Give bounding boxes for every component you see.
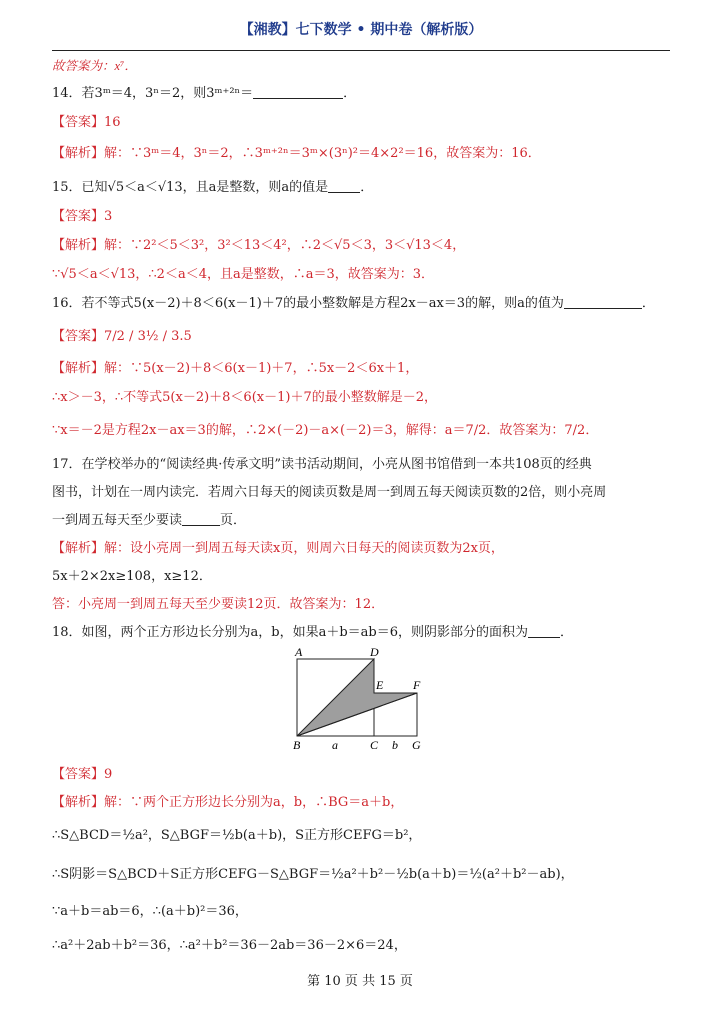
label-side-a: a bbox=[332, 738, 338, 752]
q17-text: 一到周五每天至少要读 bbox=[52, 513, 183, 528]
q15-analysis-2: ∵√5＜a＜√13，∴2＜a＜4，且a是整数，∴a＝3，故答案为：3． bbox=[52, 267, 435, 282]
line-0: 故答案为：x⁷． bbox=[52, 59, 137, 73]
q15-blank bbox=[328, 178, 360, 193]
q18-stem: 18．如图，两个正方形边长分别为a，b，如果a＋b＝ab＝6，则阴影部分的面积为 ． bbox=[52, 625, 574, 640]
q17-stem-1: 17．在学校举办的“阅读经典·传承文明”读书活动期间，小亮从图书馆借到一本共108页的经典 bbox=[52, 457, 592, 472]
label-c: C bbox=[370, 738, 379, 752]
page-header: 【湘教】七下数学 • 期中卷（解析版） bbox=[52, 16, 670, 51]
q16-analysis-1: 【解析】解：∵5(x－2)＋8＜6(x－1)＋7，∴5x－2＜6x＋1， bbox=[52, 361, 419, 376]
q17-stem-2: 图书，计划在一周内读完．若周六日每天的阅读页数是周一到周五每天阅读页数的2倍，则小亮周 bbox=[52, 485, 607, 500]
q18-answer: 【答案】9 bbox=[52, 767, 113, 782]
q17-stem-3 bbox=[52, 511, 680, 531]
q14-answer: 【答案】16 bbox=[52, 115, 121, 130]
label-g: G bbox=[412, 738, 421, 752]
q15-stem: 15．已知√5＜a＜√13，且a是整数，则a的值是 ． bbox=[52, 180, 374, 195]
q16-stem: 16．若不等式5(x－2)＋8＜6(x－1)＋7的最小整数解是方程2x－ax＝3的解，则a的值为 ． bbox=[52, 296, 655, 311]
shaded-region bbox=[297, 659, 417, 736]
q16-text: 16．若不等式5(x－2)＋8＜6(x－1)＋7的最小整数解是方程2x－ax＝3的解，则a的值为 bbox=[52, 296, 564, 311]
q17-analysis-1: 【解析】解：设小亮周一到周五每天读x页，则周六日每天的阅读页数为2x页， bbox=[52, 541, 504, 556]
q17-conclusion: 答：小亮周一到周五每天至少要读12页．故答案为：12． bbox=[52, 597, 385, 612]
label-b-vertex: B bbox=[293, 738, 301, 752]
q18-analysis-5: ∴a²＋2ab＋b²＝36，∴a²＋b²＝36－2ab＝36－2×6＝24， bbox=[52, 938, 407, 953]
page-footer: 第 10 页 共 15 页 bbox=[307, 974, 413, 989]
label-a-vertex: A bbox=[295, 645, 303, 659]
q16-answer: 【答案】7/2 / 3½ / 3.5 bbox=[52, 329, 192, 344]
q18-blank bbox=[528, 623, 560, 638]
q15-answer: 【答案】3 bbox=[52, 209, 113, 224]
q18-text: 18．如图，两个正方形边长分别为a，b，如果a＋b＝ab＝6，则阴影部分的面积为 bbox=[52, 625, 529, 640]
squares-figure bbox=[285, 645, 435, 755]
q16-blank bbox=[564, 294, 642, 309]
q18-analysis-3: ∴S阴影＝S△BCD＋S正方形CEFG－S△BGF＝½a²＋b²－½b(a＋b)＝½(a²＋b²－ab)， bbox=[52, 867, 574, 882]
q18-analysis-2: ∴S△BCD＝½a²，S△BGF＝½b(a＋b)，S正方形CEFG＝b²， bbox=[52, 828, 422, 843]
q15-text: 15．已知√5＜a＜√13，且a是整数，则a的值是 bbox=[52, 180, 329, 195]
q17-unit: 页． bbox=[220, 513, 247, 528]
q18-analysis-4: ∵a＋b＝ab＝6，∴(a＋b)²＝36， bbox=[52, 904, 248, 919]
label-e: E bbox=[376, 678, 384, 692]
label-side-b: b bbox=[392, 738, 398, 752]
q18-analysis-1: 【解析】解：∵两个正方形边长分别为a，b，∴BG＝a＋b， bbox=[52, 795, 404, 810]
q16-analysis-2: ∴x＞－3，∴不等式5(x－2)＋8＜6(x－1)＋7的最小整数解是－2， bbox=[52, 390, 437, 405]
q16-analysis-3: ∵x＝－2是方程2x－ax＝3的解，∴2×(－2)－a×(－2)＝3，解得：a＝7/2．故答案为：7/2． bbox=[52, 423, 599, 438]
q14-analysis: 【解析】解：∵3ᵐ＝4，3ⁿ＝2，∴3ᵐ⁺²ⁿ＝3ᵐ×(3ⁿ)²＝4×2²＝16，故答案为：16． bbox=[52, 146, 541, 161]
label-f: F bbox=[413, 678, 421, 692]
label-d: D bbox=[370, 645, 379, 659]
q15-analysis-1: 【解析】解：∵2²＜5＜3²，3²＜13＜4²，∴2＜√5＜3，3＜√13＜4， bbox=[52, 238, 466, 253]
q17-analysis-2: 5x＋2×2x≥108，x≥12． bbox=[52, 569, 212, 584]
q17-blank bbox=[182, 511, 220, 526]
q14-blank bbox=[253, 84, 343, 99]
q14-text: 14．若3ᵐ＝4，3ⁿ＝2，则3ᵐ⁺²ⁿ＝ bbox=[52, 86, 254, 101]
q14-stem: 14．若3ᵐ＝4，3ⁿ＝2，则3ᵐ⁺²ⁿ＝ ． bbox=[52, 86, 357, 101]
